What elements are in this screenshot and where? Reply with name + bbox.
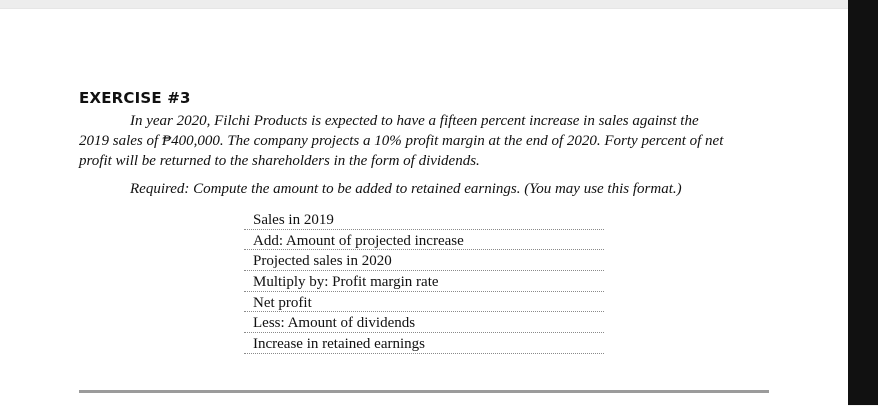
exercise-title: EXERCISE #3 (79, 89, 191, 107)
bottom-divider (79, 390, 769, 393)
top-strip (0, 0, 848, 8)
format-row-profit-margin: Multiply by: Profit margin rate (244, 271, 604, 292)
paragraph-line-2: 2019 sales of ₱400,000. The company projects a 10% profit margin at the end of 2020. Forty percent of net (79, 133, 724, 149)
format-row-retained-earnings: Increase in retained earnings (244, 333, 604, 354)
paragraph-line-1: In year 2020, Filchi Products is expected to have a fifteen percent increase in sales against the (130, 113, 699, 129)
format-row-dividends: Less: Amount of dividends (244, 312, 604, 333)
required-instruction: Required: Compute the amount to be added to retained earnings. (You may use this format.) (130, 181, 682, 197)
paragraph-line-3: profit will be returned to the shareholders in the form of dividends. (79, 153, 480, 169)
exercise-paragraph (79, 111, 779, 171)
format-row-net-profit: Net profit (244, 292, 604, 313)
format-row-projected-increase: Add: Amount of projected increase (244, 230, 604, 251)
format-row-sales-2019: Sales in 2019 (244, 209, 604, 230)
format-table (244, 209, 604, 354)
right-edge-bar (848, 0, 878, 405)
format-row-projected-sales: Projected sales in 2020 (244, 250, 604, 271)
